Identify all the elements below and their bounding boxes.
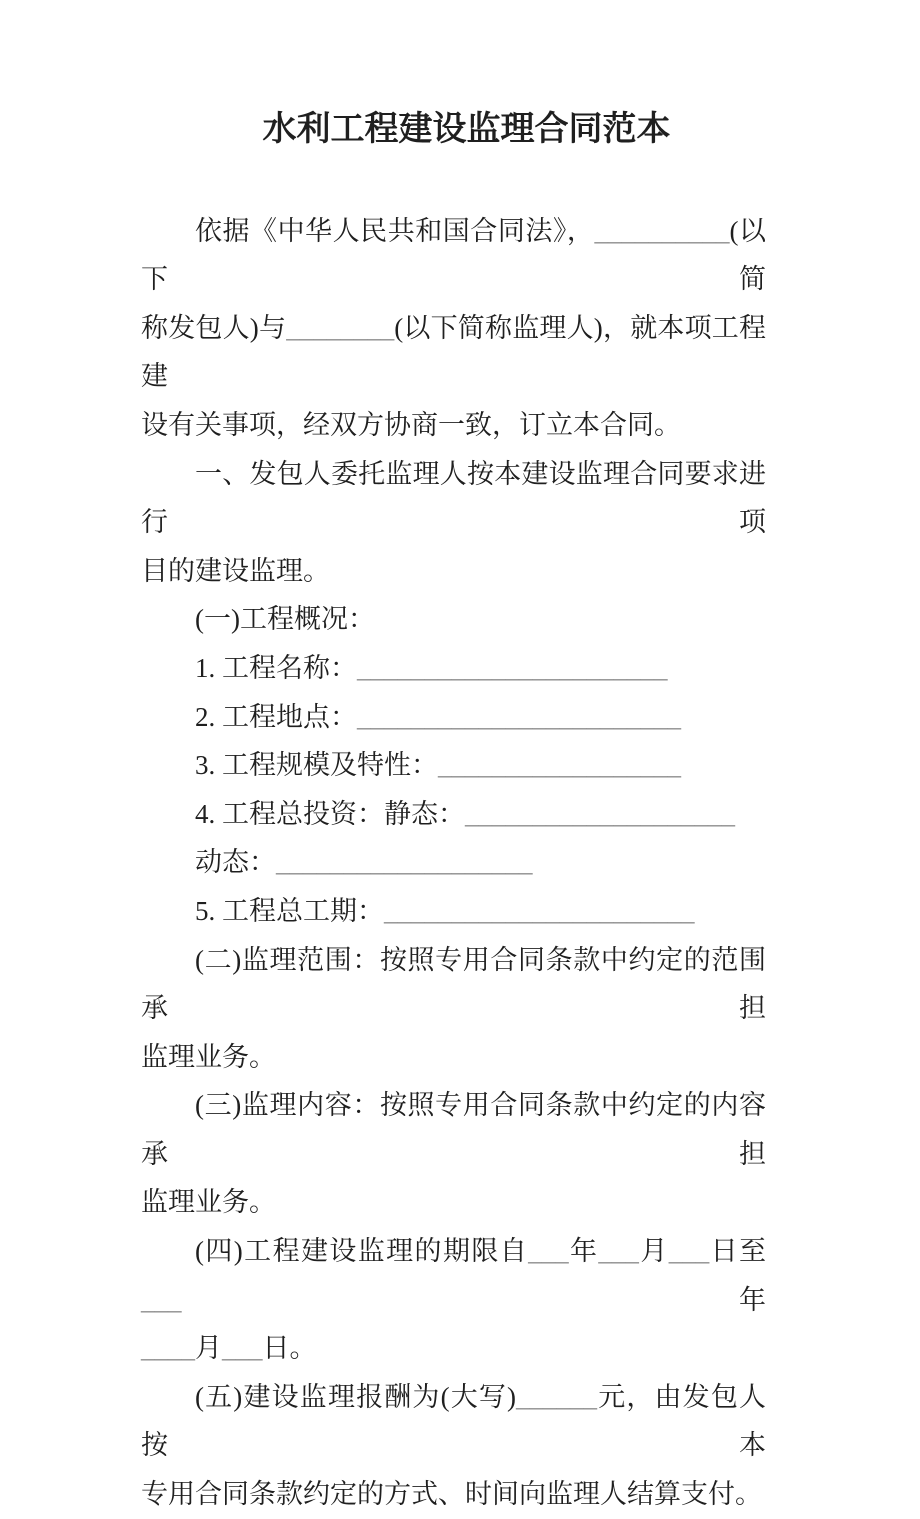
fill-in-blank: ________________________ (357, 701, 681, 732)
text-line-16 (141, 1178, 766, 1227)
fill-in-blank: ___ (528, 1236, 569, 1267)
text-segment: (五)建设监理报酬为(大写) (195, 1381, 517, 1412)
fill-in-blank: ___ (141, 1284, 182, 1315)
text-line-18 (141, 1324, 766, 1373)
text-line-19 (141, 1373, 766, 1470)
text-segment: 监理业务。 (141, 1041, 276, 1072)
text-line-13 (141, 936, 766, 1033)
text-line-8 (141, 693, 766, 742)
fill-in-blank: ________ (286, 312, 395, 343)
text-line-12 (141, 887, 766, 936)
text-segment: 设有关事项，经双方协商一致，订立本合同。 (141, 409, 681, 440)
text-segment: 1. 工程名称： (195, 652, 357, 683)
fill-in-blank: ______ (516, 1381, 598, 1412)
fill-in-blank: _______________________ (384, 895, 695, 926)
text-segment: 2. 工程地点： (195, 701, 357, 732)
fill-in-blank: ____ (141, 1333, 195, 1364)
text-segment: (二)监理范围：按照专用合同条款中约定的范围承担 (141, 944, 766, 1024)
text-segment: 称发包人)与 (141, 312, 287, 343)
text-line-15 (141, 1081, 766, 1178)
text-segment: 一、发包人委托监理人按本建设监理合同要求进行项 (141, 458, 766, 538)
fill-in-blank: ___ (222, 1333, 263, 1364)
fill-in-blank: ___________________ (276, 847, 533, 878)
text-segment: (以下简 (141, 215, 766, 295)
text-segment: 4. 工程总投资：静态： (195, 798, 465, 829)
text-segment: 元，由发包人按本 (141, 1381, 767, 1461)
text-segment: (以下简称监理人)，就本项工程建 (141, 312, 766, 392)
text-line-6 (141, 595, 766, 644)
document-content (141, 0, 766, 1519)
text-line-7 (141, 644, 766, 693)
text-line-14 (141, 1033, 766, 1082)
text-segment: 动态： (195, 847, 276, 878)
contract-body (141, 207, 766, 1519)
text-line-1 (141, 207, 766, 304)
document-title: 水利工程建设监理合同范本 (262, 111, 671, 148)
text-line-11 (141, 838, 766, 887)
text-line-4 (141, 450, 766, 547)
text-segment: (四)工程建设监理的期限自 (195, 1236, 529, 1267)
text-segment: 目的建设监理。 (141, 555, 330, 586)
text-line-5 (141, 547, 766, 596)
fill-in-blank: ___ (598, 1236, 639, 1267)
fill-in-blank: _______________________ (357, 652, 668, 683)
text-segment: 月 (195, 1333, 222, 1364)
text-segment: 依据《中华人民共和国合同法》， (195, 215, 595, 246)
text-line-10 (141, 790, 766, 839)
text-line-9 (141, 741, 766, 790)
text-line-3 (141, 401, 766, 450)
text-segment: (三)监理内容：按照专用合同条款中约定的内容承担 (141, 1090, 766, 1169)
text-segment: 日。 (262, 1333, 317, 1364)
text-line-20 (141, 1470, 766, 1519)
fill-in-blank: ____________________ (465, 798, 735, 829)
fill-in-blank: ___ (668, 1236, 710, 1267)
text-line-2 (141, 304, 766, 401)
text-segment: 日至 (709, 1236, 767, 1267)
text-segment: 月 (638, 1236, 669, 1267)
text-segment: (一)工程概况： (195, 604, 375, 635)
text-segment: 年 (568, 1236, 599, 1267)
text-segment: 专用合同条款约定的方式、时间向监理人结算支付。 (141, 1479, 762, 1510)
text-line-17 (141, 1227, 766, 1324)
text-segment: 年 (181, 1284, 766, 1315)
fill-in-blank: __________ (594, 215, 730, 246)
text-segment: 3. 工程规模及特性： (195, 750, 438, 781)
text-segment: 监理业务。 (141, 1187, 276, 1218)
fill-in-blank: __________________ (438, 750, 681, 781)
text-segment: 5. 工程总工期： (195, 895, 384, 926)
